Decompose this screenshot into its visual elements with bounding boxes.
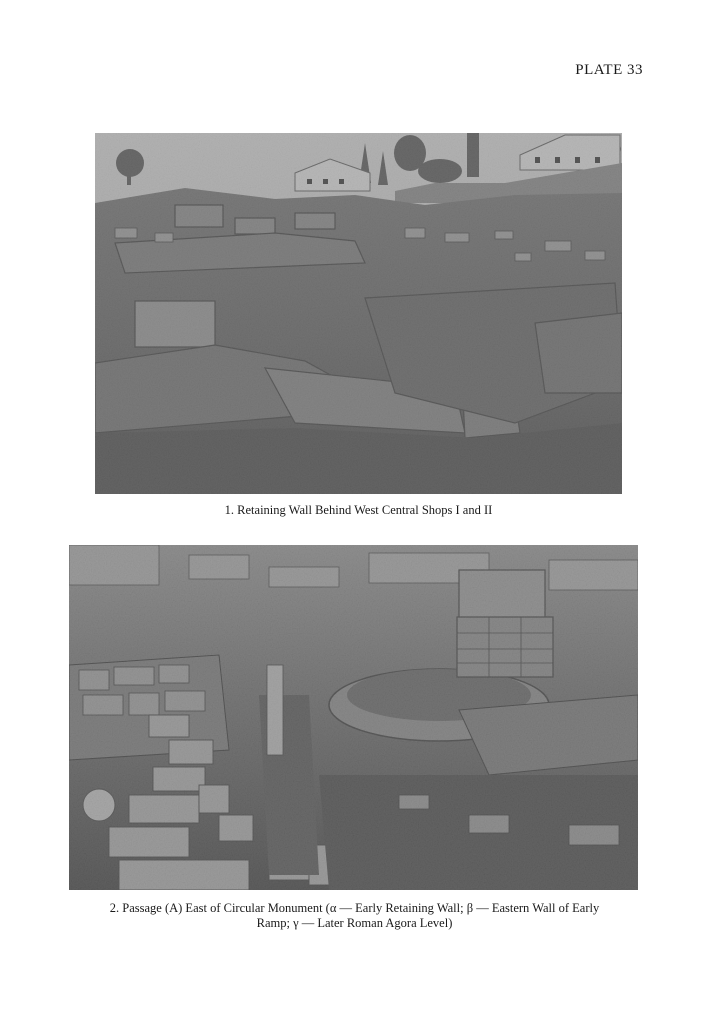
caption-figure-2-line-2: Ramp; γ — Later Roman Agora Level): [256, 916, 453, 930]
plate-label: PLATE 33: [575, 62, 643, 78]
photo-passage-circular-monument-image: [69, 545, 638, 890]
caption-figure-2-line-1: 2. Passage (A) East of Circular Monument (α — Early Retaining Wall; β — Eastern Wall of Early: [109, 901, 600, 915]
photo-retaining-wall-image: [95, 133, 622, 494]
photo-passage-circular-monument: [69, 545, 638, 890]
caption-figure-2: [62, 901, 647, 931]
photo-retaining-wall: [95, 133, 622, 494]
caption-figure-1: 1. Retaining Wall Behind West Central Shops I and II: [224, 503, 493, 517]
